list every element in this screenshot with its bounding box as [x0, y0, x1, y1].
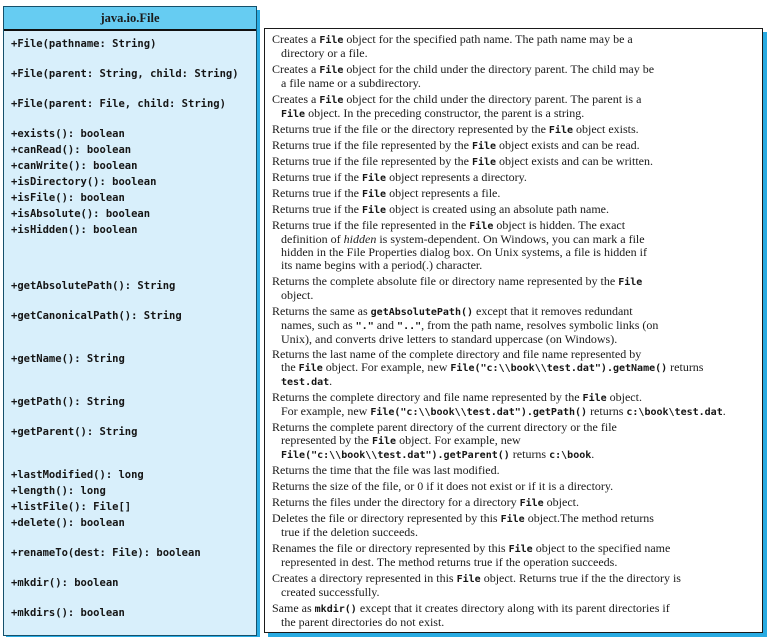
method-list [4, 31, 256, 635]
method-signature: +lastModified(): long [11, 469, 144, 481]
method-signature: +getPath(): String [11, 396, 125, 408]
description-list [265, 29, 762, 632]
method-description: Returns true if the File object represents a file. [272, 186, 501, 200]
method-signature: +getName(): String [11, 353, 125, 365]
method-signature: +File(pathname: String) [11, 38, 157, 50]
method-signature: +canWrite(): boolean [11, 160, 138, 172]
method-signature: +isHidden(): boolean [11, 224, 138, 236]
method-description: Same as mkdir() except that it creates directory along with its parent directories if the parent directories do not exist. [272, 601, 670, 629]
method-signature: +mkdirs(): boolean [11, 607, 125, 619]
method-signature: +File(parent: String, child: String) [11, 68, 239, 80]
method-description: Returns the complete parent directory of the current directory or the file represented by the File object. For example, new File("c:\\book\\test.dat").getParent() returns c:\book. [272, 420, 617, 461]
method-description: Returns true if the File object represents a directory. [272, 170, 527, 184]
method-description: Returns true if the file represented by the File object exists and can be written. [272, 154, 653, 168]
method-description: Creates a directory represented in this File object. Returns true if the the directory is created successfully. [272, 571, 681, 599]
method-description: Returns the files under the directory for a directory File object. [272, 495, 579, 509]
method-description: Creates a File object for the child under the directory parent. The child may be a file name or a subdirectory. [272, 62, 655, 90]
uml-class-box [3, 6, 257, 636]
method-signature: +delete(): boolean [11, 517, 125, 529]
method-signature: +isDirectory(): boolean [11, 176, 157, 188]
method-description: Creates a File object for the specified path name. The path name may be a directory or a file. [272, 32, 633, 60]
method-signature: +renameTo(dest: File): boolean [11, 547, 201, 559]
method-description: Returns the complete absolute file or directory name represented by the File object. [272, 274, 643, 302]
method-description: Returns true if the file represented in the File object is hidden. The exact definition of hidden is system-dependent. On Windows, you can mark a file hidden in the File Properties dialog box. On Unix systems, a file is hidden if its name begins with a period(.) character. [272, 218, 647, 272]
method-description: Returns the time that the file was last modified. [272, 463, 500, 477]
method-signature: +length(): long [11, 485, 106, 497]
method-description: Deletes the file or directory represented by this File object.The method returns true if the deletion succeeds. [272, 511, 654, 539]
method-signature: +isAbsolute(): boolean [11, 208, 151, 220]
method-signature: +File(parent: File, child: String) [11, 98, 226, 110]
method-description: Returns the size of the file, or 0 if it does not exist or if it is a directory. [272, 479, 614, 493]
method-signature: +listFile(): File[] [11, 501, 132, 513]
method-signature: +canRead(): boolean [11, 144, 132, 156]
method-description: Creates a File object for the child under the directory parent. The parent is a File object. In the preceding constructor, the parent is a string. [272, 92, 642, 120]
description-box [264, 28, 763, 633]
method-signature: +mkdir(): boolean [11, 577, 119, 589]
method-signature: +getAbsolutePath(): String [11, 280, 176, 292]
method-description: Returns the same as getAbsolutePath() except that it removes redundant names, such as "." and "..", from the path name, resolves symbolic links (on Unix), and converts drive letters to standard uppercase (on Windows). [272, 304, 659, 346]
method-description: Returns true if the file or the directory represented by the File object exists. [272, 122, 639, 136]
method-description: Renames the file or directory represented by this File object to the specified name represented in dest. The method returns true if the operation succeeds. [272, 541, 671, 569]
method-description: Returns the complete directory and file name represented by the File object. For example, new File("c:\\book\\test.dat").getPath() returns c:\book\test.dat. [272, 390, 726, 418]
method-description: Returns the last name of the complete directory and file name represented by the File object. For example, new File("c:\\book\\test.dat").getName() returns test.dat. [272, 347, 704, 388]
method-signature: +exists(): boolean [11, 128, 125, 140]
method-description: Returns true if the File object is created using an absolute path name. [272, 202, 610, 216]
method-signature: +isFile(): boolean [11, 192, 125, 204]
class-title: java.io.File [4, 7, 256, 31]
method-description: Returns true if the file represented by the File object exists and can be read. [272, 138, 640, 152]
method-signature: +getParent(): String [11, 426, 138, 438]
method-signature: +getCanonicalPath(): String [11, 310, 182, 322]
